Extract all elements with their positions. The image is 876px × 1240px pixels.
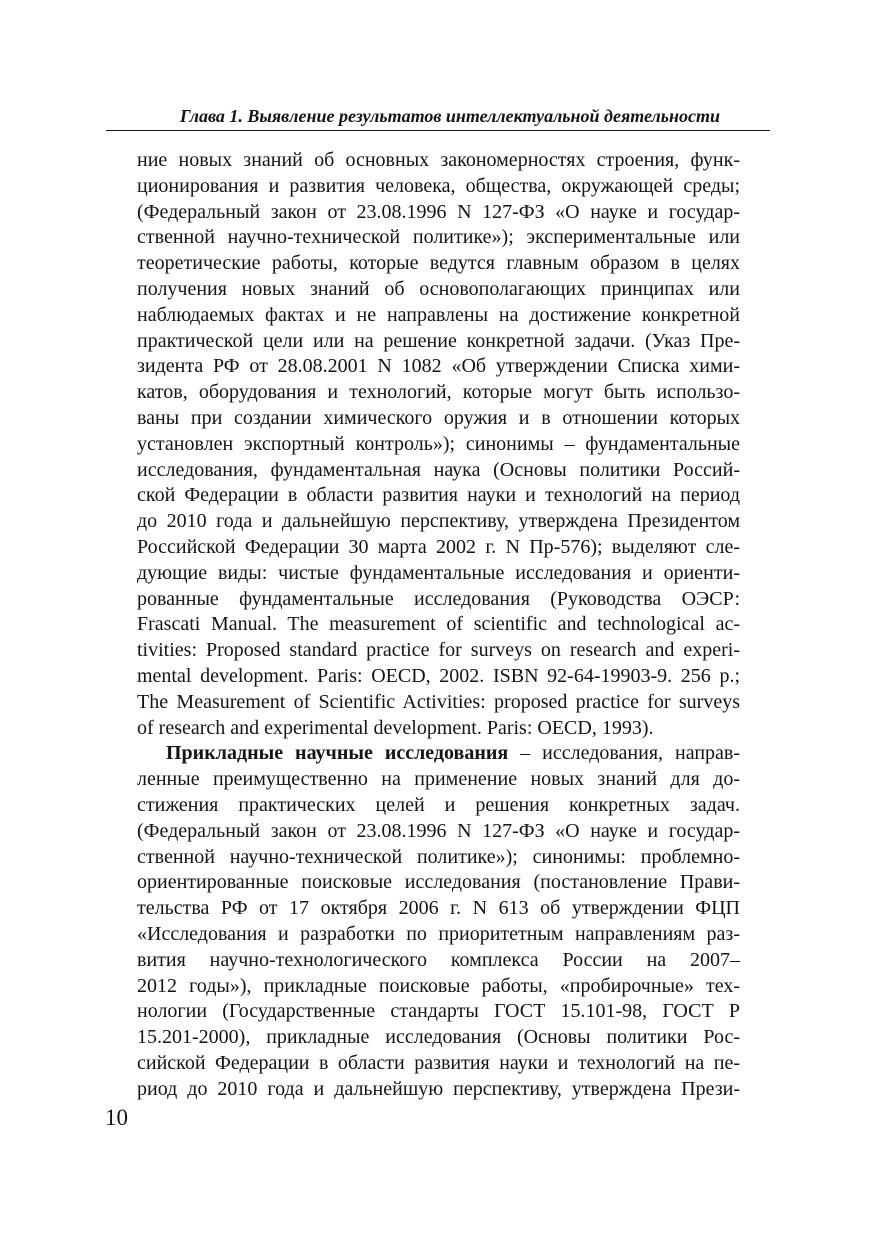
text-line: нологии (Государственные стандарты ГОСТ 15.101-98, ГОСТ Р	[137, 1000, 740, 1023]
text-line: катов, оборудования и технологий, которые могут быть использо-	[137, 381, 740, 404]
text-line: сийской Федерации в области развития науки и технологий на пе-	[137, 1051, 740, 1074]
text-line: рованные фундаментальные исследования (Руководства ОЭСР:	[137, 587, 740, 610]
text-line: ственной научно-технической политике»); синонимы: проблемно-	[137, 845, 740, 868]
text-line: tivities: Proposed standard practice for surveys on research and experi-	[137, 639, 740, 662]
text-line: получения новых знаний об основополагающих принципах или	[137, 277, 740, 300]
text-line: mental development. Paris: OECD, 2002. ISBN 92-64-19903-9. 256 p.;	[137, 664, 740, 687]
paragraph-applied-research	[137, 741, 740, 1102]
text-line: наблюдаемых фактах и не направлены на достижение конкретной	[137, 303, 740, 326]
text-line: «Исследования и разработки по приоритетным направлениям раз-	[137, 922, 740, 945]
term-applied-research: Прикладные научные исследования	[166, 742, 509, 765]
text-line: (Федеральный закон от 23.08.1996 N 127-ФЗ «О науке и государ-	[137, 200, 740, 223]
running-header	[106, 104, 770, 131]
text-line: of research and experimental development. Paris: OECD, 1993).	[137, 716, 654, 739]
paragraph-definition-continued	[137, 148, 740, 741]
running-title: Глава 1. Выявление результатов интеллектуальной деятельности	[179, 106, 720, 126]
text-line: установлен экспортный контроль»); синонимы – фундаментальные	[137, 432, 740, 455]
text-line: ленные преимущественно на применение новых знаний для до-	[137, 768, 740, 791]
text-line: Frascati Manual. The measurement of scientific and technological ac-	[137, 613, 740, 636]
text-line: ориентированные поисковые исследования (постановление Прави-	[137, 871, 740, 894]
text-line: дующие виды: чистые фундаментальные исследования и ориенти-	[137, 561, 740, 584]
text-line: тельства РФ от 17 октября 2006 г. N 613 об утверждении ФЦП	[137, 897, 740, 920]
text-line: (Федеральный закон от 23.08.1996 N 127-ФЗ «О науке и государ-	[137, 819, 740, 842]
term-definition-start: – исследования, направ-	[508, 742, 741, 765]
text-line: стижения практических целей и решения конкретных задач.	[137, 793, 740, 816]
text-line: риод до 2010 года и дальнейшую перспективу, утверждена Прези-	[137, 1077, 740, 1100]
text-line-with-term	[137, 741, 740, 767]
text-line: 2012 годы»), прикладные поисковые работы, «пробирочные» тех-	[137, 974, 740, 997]
text-line: практической цели или на решение конкретной задачи. (Указ Пре-	[137, 329, 740, 352]
text-line: ние новых знаний об основных закономерностях строения, функ-	[137, 149, 740, 171]
text-line: до 2010 года и дальнейшую перспективу, утверждена Президентом	[137, 510, 740, 533]
text-line: The Measurement of Scientific Activities: proposed practice for surveys	[137, 690, 740, 713]
text-line: ственной научно-технической политике»); экспериментальные или	[137, 226, 740, 249]
text-line: 15.201-2000), прикладные исследования (Основы политики Рос-	[137, 1026, 740, 1049]
text-line: вития научно-технологического комплекса России на 2007–	[137, 948, 740, 971]
text-line: исследования, фундаментальная наука (Основы политики Россий-	[137, 458, 740, 481]
text-line: ционирования и развития человека, общества, окружающей среды;	[137, 174, 740, 197]
text-line: теоретические работы, которые ведутся главным образом в целях	[137, 252, 740, 275]
body-text	[137, 148, 740, 1102]
text-line: ской Федерации в области развития науки и технологий на период	[137, 484, 740, 507]
text-line: ваны при создании химического оружия и в отношении которых	[137, 406, 740, 429]
text-line: Российской Федерации 30 марта 2002 г. N Пр-576); выделяют сле-	[137, 535, 740, 558]
text-line: зидента РФ от 28.08.2001 N 1082 «Об утверждении Списка хими-	[137, 355, 740, 378]
page-number: 10	[105, 1105, 128, 1130]
